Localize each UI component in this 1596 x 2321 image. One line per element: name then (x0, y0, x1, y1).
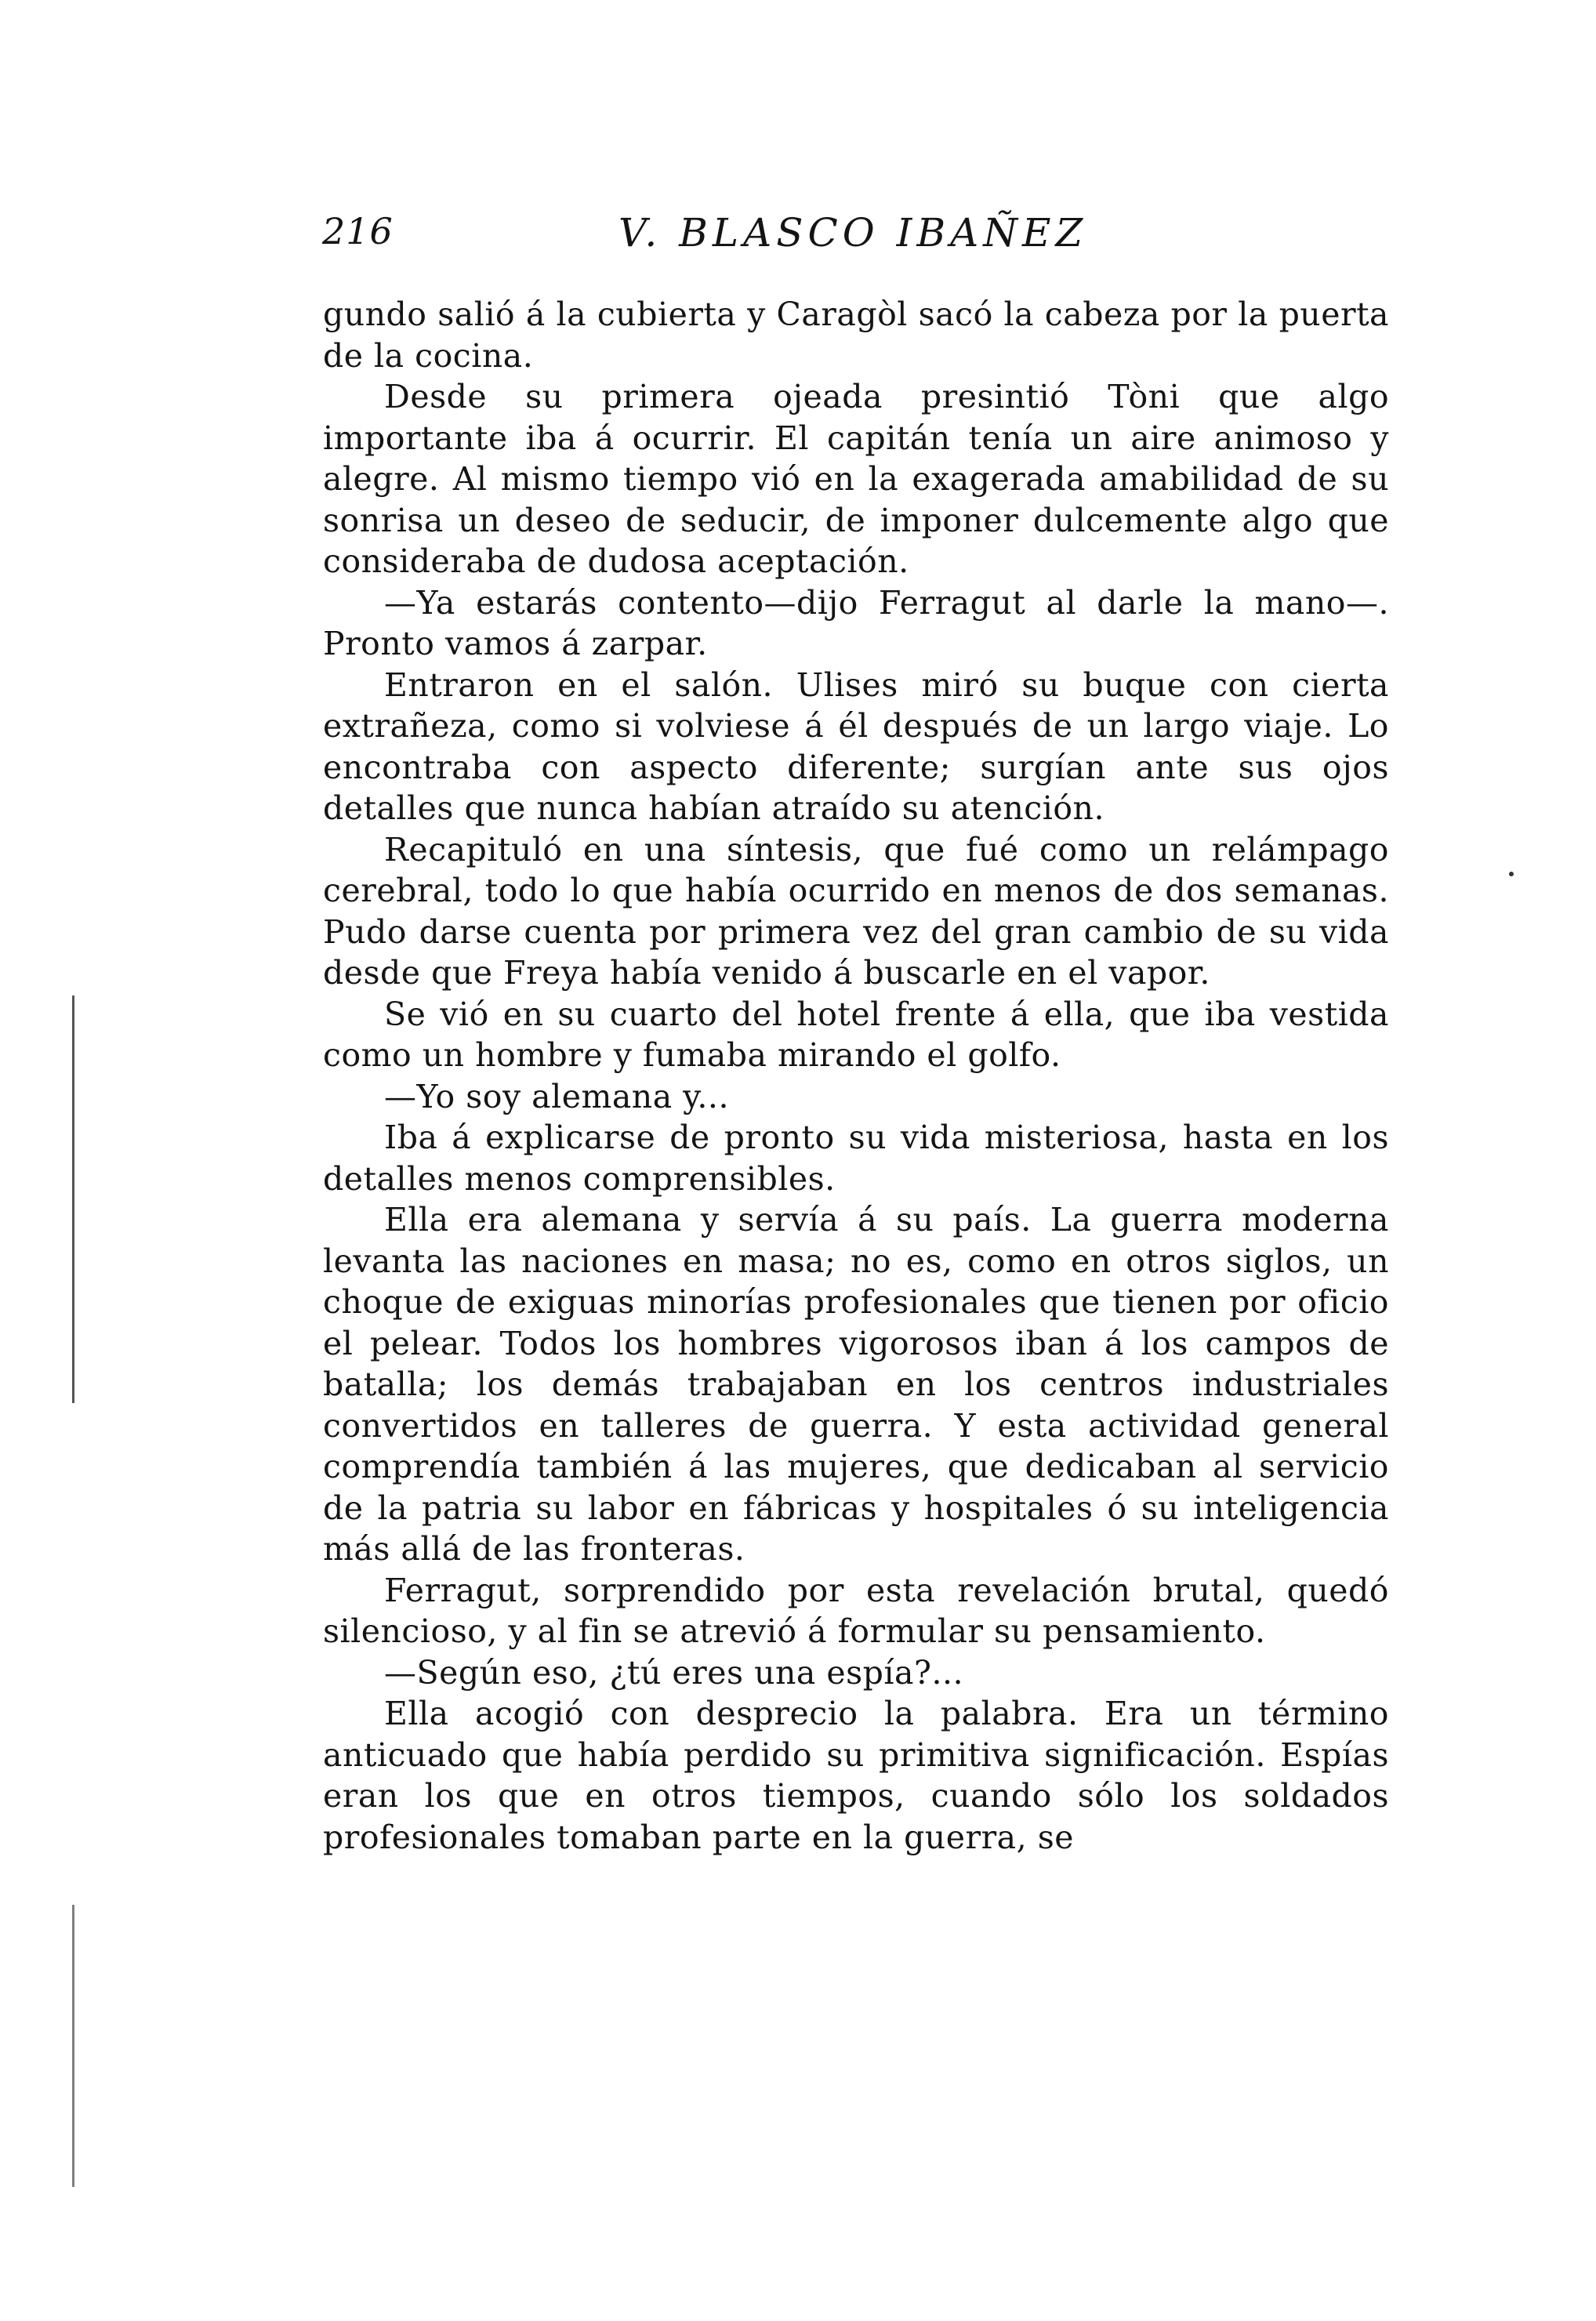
paragraph: Ella acogió con desprecio la palabra. Era un término anticuado que había perdido su primitiva significación. Espías eran los que en otros tiempos, cuando sólo los soldados profesionales tomaban parte en la guerra, se (323, 1695, 1389, 1856)
scan-margin-line (72, 995, 74, 1403)
paragraph: —Según eso, ¿tú eres una espía?... (384, 1653, 964, 1692)
page-number: 216 (322, 210, 394, 252)
paragraph: Entraron en el salón. Ulises miró su buque con cierta extrañeza, como si volviese á él después de un largo viaje. Lo encontraba con aspecto diferente; surgían ante sus ojos detalles que nunca habían atraído su atención. (323, 665, 1389, 827)
paragraph: Ella era alemana y servía á su país. La guerra moderna levanta las naciones en masa; no es, como en otros siglos, un choque de exiguas minorías profesionales que tienen por oficio el pelear. Todos los hombres vigorosos iban á los campos de batalla; los demás trabajaban en los centros industriales convertidos en talleres de guerra. Y esta actividad general comprendía también á las mujeres, que dedicaban al servicio de la patria su labor en fábricas y hospitales ó su inteligencia más allá de las fronteras. (323, 1201, 1389, 1568)
scan-speck (1509, 872, 1514, 876)
paragraph: Recapituló en una síntesis, que fué como un relámpago cerebral, todo lo que había ocurrido en menos de dos semanas. Pudo darse cuenta por primera vez del gran cambio de su vida desde que Freya había venido á buscarle en el vapor. (323, 830, 1389, 992)
paragraph: —Yo soy alemana y... (384, 1077, 729, 1115)
paragraph: Desde su primera ojeada presintió Tòni que algo importante iba á ocurrir. El capitán tenía un aire animoso y alegre. Al mismo tiempo vió en la exagerada amabilidad de su sonrisa un deseo de seducir, de imponer dulcemente algo que consideraba de dudosa aceptación. (323, 378, 1389, 580)
paragraph: Se vió en su cuarto del hotel frente á ella, que iba vestida como un hombre y fumaba mirando el golfo. (323, 995, 1389, 1074)
paragraph: —Ya estarás contento—dijo Ferragut al darle la mano—. Pronto vamos á zarpar. (323, 583, 1389, 662)
body-text (323, 294, 1389, 1858)
running-title: V. BLASCO IBAÑEZ (618, 210, 1088, 256)
paragraph: Iba á explicarse de pronto su vida misteriosa, hasta en los detalles menos comprensibles. (323, 1119, 1389, 1198)
page-header (322, 210, 1420, 273)
scan-margin-line (72, 1905, 74, 2187)
paragraph: gundo salió á la cubierta y Caragòl sacó la cabeza por la puerta de la cocina. (323, 296, 1389, 375)
paragraph: Ferragut, sorprendido por esta revelación brutal, quedó silencioso, y al fin se atrevió á formular su pensamiento. (323, 1571, 1389, 1650)
